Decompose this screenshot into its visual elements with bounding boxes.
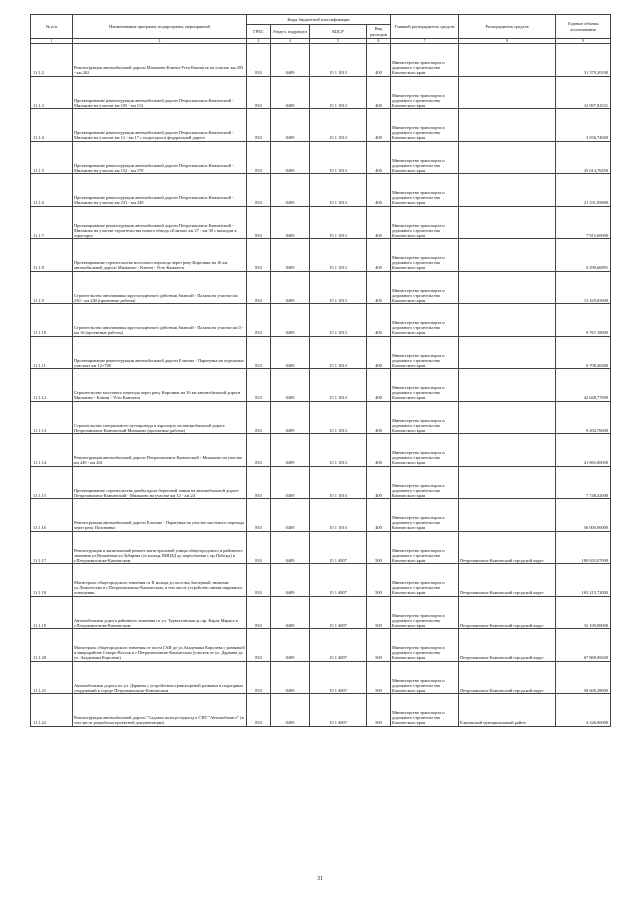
main-manager: Министерство транспорта и дорожного строительства Камчатского края [391, 206, 459, 239]
expense-type-code: 500 [367, 596, 391, 629]
table-row [31, 434, 611, 467]
annual-amount: 67 869,08200 [556, 629, 611, 662]
table-row [31, 401, 611, 434]
measure-name: Проектирование реконструкции автомобильной дороги Петропавловск-Камчатский - Мильково на участке строительства нового обхода г.Елизово км 27 - км 30 с выходом к аэропорту [73, 206, 247, 239]
row-number: 11.1.3 [31, 76, 73, 109]
ksr-code: 15 1 1013 [310, 434, 367, 467]
table-row [31, 174, 611, 207]
measure-name: Реконструкция автомобильной дороги "Садовое кольцо-подъезд к СНТ "Автомобилист" (в том числе разработка проектной документации) [73, 694, 247, 727]
main-manager: Министерство транспорта и дорожного строительства Камчатского края [391, 336, 459, 369]
grbs-code: 833 [247, 564, 271, 597]
expense-type-code: 500 [367, 629, 391, 662]
main-manager: Министерство транспорта и дорожного строительства Камчатского края [391, 596, 459, 629]
measure-name: Реконструкция автомобильной дороги Елизово - Паратунка на участке мостового перехода через реку Половинка [73, 499, 247, 532]
ksr-code: 15 1 1013 [310, 109, 367, 142]
table-row [31, 629, 611, 662]
row-number: 11.1.6 [31, 174, 73, 207]
row-number: 11.1.16 [31, 499, 73, 532]
table-body [31, 44, 611, 727]
razdel-code: 0409 [271, 564, 310, 597]
annual-amount: 3 036,74000 [556, 109, 611, 142]
annual-amount: 9 204,76000 [556, 401, 611, 434]
ksr-code: 15 1 1013 [310, 44, 367, 77]
expense-type-code: 400 [367, 141, 391, 174]
annual-amount: 6 299,66891 [556, 239, 611, 272]
row-number: 11.1.15 [31, 466, 73, 499]
annual-amount: 6 708,40488 [556, 336, 611, 369]
header-grbs: ГРБС [247, 25, 271, 39]
main-manager: Министерство транспорта и дорожного строительства Камчатского края [391, 76, 459, 109]
razdel-code: 0409 [271, 466, 310, 499]
measure-name: Реконструкция и капитальный ремонт магистральной улицы общегородского и районного значения ул.Вулканная-ул.Зубарева (от кольца ПИЦЗД до пересечения с пр.Победы) в г.Петропавловске-Камчатском [73, 531, 247, 564]
measure-name: Магистраль общегородского значения от II кольца до поселка Заозерный, включая ул.Ломоносова в г.Петропавловске-Камчатском, в том числе устройство линии наружного освещения [73, 564, 247, 597]
row-number: 11.1.21 [31, 661, 73, 694]
grbs-code: 833 [247, 141, 271, 174]
table-row [31, 206, 611, 239]
header-num: № п/п [31, 15, 73, 39]
table-row [31, 239, 611, 272]
budget-table-sheet [30, 14, 610, 727]
column-number: 2 [73, 39, 247, 44]
row-number: 11.1.12 [31, 369, 73, 402]
grbs-code: 833 [247, 629, 271, 662]
receiver [459, 141, 556, 174]
main-manager: Министерство транспорта и дорожного строительства Камчатского края [391, 401, 459, 434]
annual-amount: 56 000,00000 [556, 499, 611, 532]
budget-table [30, 14, 611, 727]
annual-amount: 58 600,28000 [556, 661, 611, 694]
razdel-code: 0409 [271, 76, 310, 109]
ksr-code: 15 1 4007 [310, 694, 367, 727]
measure-name: Строительство мостового перехода через реку Кирганик на 16 км автомобильной дороги Мильково - Ключи - Усть-Камчатск [73, 369, 247, 402]
column-number: 5 [310, 39, 367, 44]
receiver: Петропавловск-Камчатский городской округ [459, 661, 556, 694]
receiver [459, 174, 556, 207]
razdel-code: 0409 [271, 141, 310, 174]
measure-name: Проектирование строительства дамбы вдоль береговой линии на автомобильной дороге Петропавловск-Камчатский - Мильково на участке км 12 - км 24 [73, 466, 247, 499]
grbs-code: 833 [247, 174, 271, 207]
main-manager: Министерство транспорта и дорожного строительства Камчатского края [391, 369, 459, 402]
table-row [31, 531, 611, 564]
main-manager: Министерство транспорта и дорожного строительства Камчатского края [391, 109, 459, 142]
page-number: 31 [317, 876, 323, 882]
main-manager: Министерство транспорта и дорожного строительства Камчатского края [391, 661, 459, 694]
measure-name: Магистраль общегородского значения от поста ГАИ до ул.Академика Королева с развязкой в микрорайоне Северо-Восток в г.Петропавловске-Камчатском (участок от ул. Дарвина до ул. Академика Королева) [73, 629, 247, 662]
expense-type-code: 400 [367, 401, 391, 434]
razdel-code: 0409 [271, 336, 310, 369]
receiver [459, 109, 556, 142]
row-number: 11.1.8 [31, 239, 73, 272]
header-ksr: КЦСР [310, 25, 367, 39]
row-number: 11.1.7 [31, 206, 73, 239]
razdel-code: 0409 [271, 239, 310, 272]
razdel-code: 0409 [271, 434, 310, 467]
annual-amount: 9 767,18000 [556, 304, 611, 337]
grbs-code: 833 [247, 206, 271, 239]
expense-type-code: 400 [367, 239, 391, 272]
razdel-code: 0409 [271, 369, 310, 402]
row-number: 11.1.22 [31, 694, 73, 727]
receiver [459, 271, 556, 304]
table-row [31, 76, 611, 109]
receiver: Петропавловск-Камчатский городской округ [459, 564, 556, 597]
receiver [459, 466, 556, 499]
ksr-code: 15 1 4007 [310, 564, 367, 597]
header-razdel: Раздел, подраздел [271, 25, 310, 39]
measure-name: Реконструкция автомобильной дороги Петропавловск-Камчатский - Мильково на участке км 249 - км 261 [73, 434, 247, 467]
table-row [31, 596, 611, 629]
table-row [31, 271, 611, 304]
razdel-code: 0409 [271, 596, 310, 629]
razdel-code: 0409 [271, 499, 310, 532]
annual-amount: 180 652,07000 [556, 531, 611, 564]
main-manager: Министерство транспорта и дорожного строительства Камчатского края [391, 271, 459, 304]
table-row [31, 661, 611, 694]
receiver [459, 434, 556, 467]
measure-name: Строительство автозимника круглогодичного действия Анавгай - Палана на участке км 0 - км 16 (проектные работы) [73, 304, 247, 337]
row-number: 11.1.11 [31, 336, 73, 369]
expense-type-code: 400 [367, 434, 391, 467]
grbs-code: 833 [247, 44, 271, 77]
grbs-code: 833 [247, 499, 271, 532]
row-number: 11.1.4 [31, 109, 73, 142]
razdel-code: 0409 [271, 304, 310, 337]
table-row [31, 564, 611, 597]
receiver [459, 304, 556, 337]
ksr-code: 15 1 1013 [310, 401, 367, 434]
grbs-code: 833 [247, 531, 271, 564]
razdel-code: 0409 [271, 694, 310, 727]
main-manager: Министерство транспорта и дорожного строительства Камчатского края [391, 304, 459, 337]
expense-type-code: 400 [367, 174, 391, 207]
column-number: 9 [556, 39, 611, 44]
ksr-code: 15 1 1013 [310, 369, 367, 402]
column-number: 3 [247, 39, 271, 44]
main-manager: Министерство транспорта и дорожного строительства Камчатского края [391, 694, 459, 727]
grbs-code: 833 [247, 369, 271, 402]
row-number: 11.1.2 [31, 44, 73, 77]
receiver: Петропавловск-Камчатский городской округ [459, 629, 556, 662]
main-manager: Министерство транспорта и дорожного строительства Камчатского края [391, 564, 459, 597]
razdel-code: 0409 [271, 206, 310, 239]
grbs-code: 833 [247, 694, 271, 727]
main-manager: Министерство транспорта и дорожного строительства Камчатского края [391, 466, 459, 499]
annual-amount: 41 865,00000 [556, 434, 611, 467]
table-row [31, 141, 611, 174]
annual-amount: 4 326,00000 [556, 694, 611, 727]
receiver [459, 401, 556, 434]
razdel-code: 0409 [271, 629, 310, 662]
ksr-code: 15 1 4007 [310, 661, 367, 694]
ksr-code: 15 1 1013 [310, 76, 367, 109]
row-number: 11.1.13 [31, 401, 73, 434]
row-number: 11.1.5 [31, 141, 73, 174]
header-budget-classification: Коды бюджетной классификации [247, 15, 391, 25]
annual-amount: 21 331,85800 [556, 174, 611, 207]
table-row [31, 369, 611, 402]
main-manager: Министерство транспорта и дорожного строительства Камчатского края [391, 141, 459, 174]
ksr-code: 15 1 1013 [310, 466, 367, 499]
column-number: 8 [459, 39, 556, 44]
ksr-code: 15 1 1013 [310, 206, 367, 239]
table-row [31, 694, 611, 727]
main-manager: Министерство транспорта и дорожного строительства Камчатского края [391, 499, 459, 532]
annual-amount: 13 429,05000 [556, 271, 611, 304]
measure-name: Проектирование реконструкции автомобильной дороги Елизово - Паратунка на отдельных участках км 12+700 [73, 336, 247, 369]
ksr-code: 15 1 1013 [310, 336, 367, 369]
row-number: 11.1.9 [31, 271, 73, 304]
row-number: 11.1.17 [31, 531, 73, 564]
table-row [31, 466, 611, 499]
grbs-code: 833 [247, 466, 271, 499]
column-number: 7 [391, 39, 459, 44]
annual-amount: 35 614,76450 [556, 141, 611, 174]
measure-name: Проектирование реконструкции автомобильной дороги Петропавловск-Камчатский - Мильково на участке км 152 - км 170 [73, 141, 247, 174]
row-number: 11.1.20 [31, 629, 73, 662]
row-number: 11.1.10 [31, 304, 73, 337]
measure-name: Проектирование строительства мостового перехода через реку Кирганик на 16 км автомобильной дороги Мильково - Ключи - Усть-Камчатск [73, 239, 247, 272]
ksr-code: 15 1 4007 [310, 629, 367, 662]
expense-type-code: 500 [367, 531, 391, 564]
header-main-manager: Главный распорядитель средств [391, 15, 459, 39]
table-row [31, 336, 611, 369]
annual-amount: 32 100,00000 [556, 596, 611, 629]
grbs-code: 833 [247, 336, 271, 369]
receiver [459, 239, 556, 272]
expense-type-code: 400 [367, 499, 391, 532]
razdel-code: 0409 [271, 271, 310, 304]
ksr-code: 15 1 1013 [310, 239, 367, 272]
receiver: Петропавловск-Камчатский городской округ [459, 596, 556, 629]
ksr-code: 15 1 1013 [310, 271, 367, 304]
razdel-code: 0409 [271, 401, 310, 434]
expense-type-code: 400 [367, 466, 391, 499]
razdel-code: 0409 [271, 109, 310, 142]
table-row [31, 304, 611, 337]
expense-type-code: 500 [367, 694, 391, 727]
razdel-code: 0409 [271, 531, 310, 564]
header-receiver: Распорядитель средств [459, 15, 556, 39]
receiver: Петропавловск-Камчатский городской округ [459, 531, 556, 564]
receiver [459, 369, 556, 402]
grbs-code: 833 [247, 434, 271, 467]
measure-name: Реконструкция автомобильной дороги Мильково-Ключи-Усть-Камчатск на участке км 203 - км 262 [73, 44, 247, 77]
table-row [31, 109, 611, 142]
annual-amount: 42 648,77000 [556, 369, 611, 402]
receiver: Елизовский муниципальный район [459, 694, 556, 727]
grbs-code: 833 [247, 596, 271, 629]
grbs-code: 833 [247, 239, 271, 272]
measure-name: Проектирование реконструкции автомобильной дороги Петропавловск-Камчатский - Мильково на участке км 105 - км 112 [73, 76, 247, 109]
main-manager: Министерство транспорта и дорожного строительства Камчатского края [391, 434, 459, 467]
ksr-code: 15 1 1013 [310, 174, 367, 207]
expense-type-code: 400 [367, 44, 391, 77]
row-number: 11.1.14 [31, 434, 73, 467]
expense-type-code: 400 [367, 76, 391, 109]
expense-type-code: 500 [367, 564, 391, 597]
grbs-code: 833 [247, 76, 271, 109]
main-manager: Министерство транспорта и дорожного строительства Камчатского края [391, 629, 459, 662]
grbs-code: 833 [247, 109, 271, 142]
main-manager: Министерство транспорта и дорожного строительства Камчатского края [391, 44, 459, 77]
table-row [31, 499, 611, 532]
measure-name: Проектирование реконструкции автомобильной дороги Петропавловск-Камчатский - Мильково на участке км 231 - км 249 [73, 174, 247, 207]
main-manager: Министерство транспорта и дорожного строительства Камчатского края [391, 239, 459, 272]
ksr-code: 15 1 4007 [310, 531, 367, 564]
annual-amount: 7 748,42000 [556, 466, 611, 499]
annual-amount: 165 215,72000 [556, 564, 611, 597]
main-manager: Министерство транспорта и дорожного строительства Камчатского края [391, 174, 459, 207]
grbs-code: 833 [247, 401, 271, 434]
column-number: 4 [271, 39, 310, 44]
row-number: 11.1.19 [31, 596, 73, 629]
measure-name: Проектирование реконструкции автомобильной дороги Петропавловск-Камчатский - Мильково на участке км 12 - км 17 с подъездом к федеральной дороге [73, 109, 247, 142]
measure-name: Автомобильная дорога районного значения от ул. Туркестанская до пр. Карла Маркса в г.Петропавловске-Камчатском [73, 596, 247, 629]
header-name: Наименование программ, подпрограмм, мероприятий [73, 15, 247, 39]
ksr-code: 15 1 4007 [310, 596, 367, 629]
razdel-code: 0409 [271, 174, 310, 207]
expense-type-code: 400 [367, 271, 391, 304]
receiver [459, 76, 556, 109]
header-vid: Вид расходов [367, 25, 391, 39]
expense-type-code: 400 [367, 336, 391, 369]
measure-name: Строительство специального путепровода в аэропорту на автомобильной дороге Петропавловск-Камчатский-Мильково (проектные работы) [73, 401, 247, 434]
expense-type-code: 400 [367, 206, 391, 239]
main-manager: Министерство транспорта и дорожного строительства Камчатского края [391, 531, 459, 564]
ksr-code: 15 1 1013 [310, 304, 367, 337]
receiver [459, 499, 556, 532]
razdel-code: 0409 [271, 661, 310, 694]
measure-name: Автомобильная дорога по ул. Дарвина с устройством транспортной развязки и подпорных сооружений в городе Петропавловске-Камчатском [73, 661, 247, 694]
razdel-code: 0409 [271, 44, 310, 77]
expense-type-code: 500 [367, 661, 391, 694]
column-number: 1 [31, 39, 73, 44]
expense-type-code: 400 [367, 109, 391, 142]
ksr-code: 15 1 1013 [310, 499, 367, 532]
ksr-code: 15 1 1013 [310, 141, 367, 174]
table-row [31, 44, 611, 77]
annual-amount: 12 097,82531 [556, 76, 611, 109]
annual-amount: 7 915,00000 [556, 206, 611, 239]
annual-amount: 31 379,20100 [556, 44, 611, 77]
receiver [459, 44, 556, 77]
header-annual-volume: Годовые объемы ассигнования [556, 15, 611, 39]
expense-type-code: 400 [367, 304, 391, 337]
grbs-code: 833 [247, 661, 271, 694]
receiver [459, 206, 556, 239]
receiver [459, 336, 556, 369]
row-number: 11.1.18 [31, 564, 73, 597]
grbs-code: 833 [247, 271, 271, 304]
expense-type-code: 400 [367, 369, 391, 402]
column-number: 6 [367, 39, 391, 44]
grbs-code: 833 [247, 304, 271, 337]
measure-name: Строительство автозимника круглогодичного действия Анавгай - Палана на участке км 230 - км 240 (проектные работы) [73, 271, 247, 304]
